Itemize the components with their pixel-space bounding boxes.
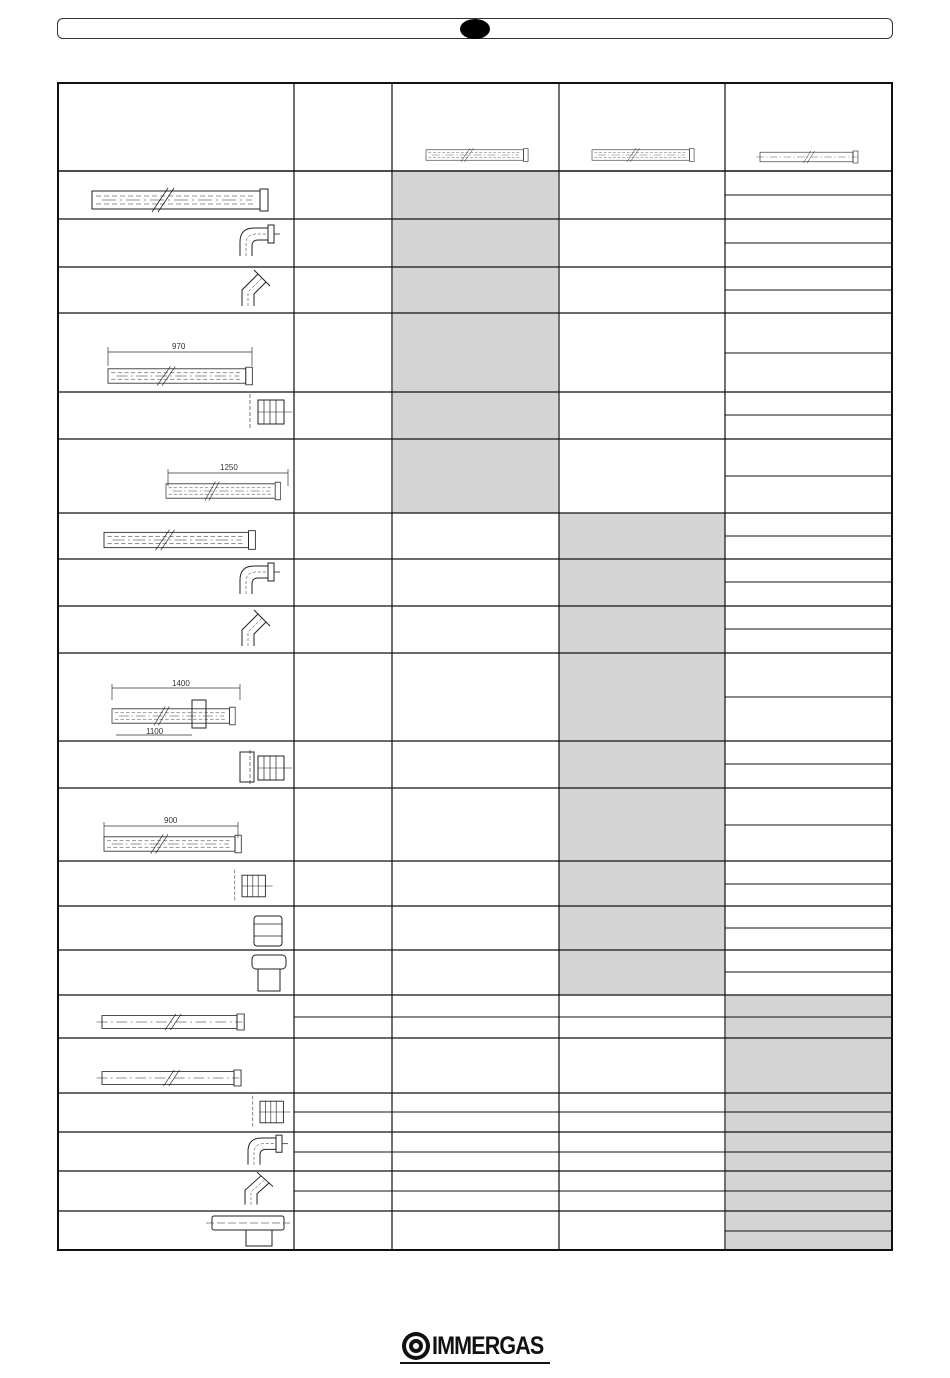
- brand-underline: [400, 1362, 550, 1364]
- dimension-1400: 1400: [172, 679, 190, 688]
- dimension-1250: 1250: [220, 463, 238, 472]
- brand-emblem-icon: [400, 1330, 434, 1364]
- brand-name: IMMERGAS: [432, 1332, 544, 1360]
- part-illustrations: [92, 188, 292, 1246]
- dimension-900: 900: [164, 816, 178, 825]
- dimension-970: 970: [172, 342, 186, 351]
- dimension-labels: [146, 342, 238, 825]
- highlight-fills: [393, 172, 892, 1250]
- dimension-1100: 1100: [146, 727, 164, 736]
- header-pipe-illustrations: [426, 148, 858, 163]
